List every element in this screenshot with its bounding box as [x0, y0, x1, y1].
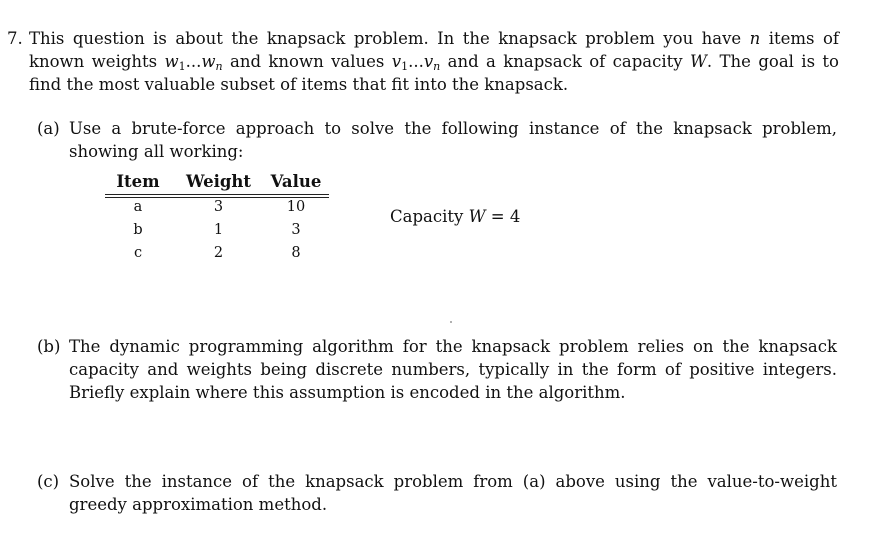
- table-cell: b: [133, 222, 143, 238]
- part-b-text: The dynamic programming algorithm for the knapsack problem relies on the knapsack capacity and weights being discrete numbers, typically in the form of positive integers. Briefly explain where this assumption is encoded in the algorithm.: [69, 337, 837, 402]
- table-rule-top: [105, 194, 329, 195]
- part-b-label: (b): [37, 337, 61, 356]
- table-cell: 3: [213, 199, 224, 215]
- part-a-label: (a): [37, 119, 60, 138]
- table-cell: 8: [291, 245, 301, 261]
- table-cell: 3: [291, 222, 301, 238]
- part-a-text: Use a brute-force approach to solve the following instance of the knapsack problem, showing all working:: [69, 119, 837, 161]
- table-cell: c: [133, 245, 143, 261]
- part-c-label: (c): [37, 472, 60, 491]
- table-cell: 2: [213, 245, 224, 261]
- table-header-item: Item: [116, 172, 160, 191]
- table-header-value: Value: [270, 172, 322, 191]
- part-c-text: Solve the instance of the knapsack problem from (a) above using the value-to-weight greedy approximation method.: [69, 472, 837, 514]
- table-cell: a: [133, 199, 143, 215]
- stray-dot: [450, 321, 452, 323]
- capacity-label: Capacity W = 4: [390, 207, 521, 226]
- table-cell: 1: [213, 222, 224, 238]
- question-intro: This question is about the knapsack problem. In the knapsack problem you have n items of known weights $w_1...w_n$ and known values $v_1...v_n$ and a knapsack of capacity W. The goal is to find the most valuable subset of items that fit into the knapsack.: [29, 29, 839, 94]
- table-cell: 10: [286, 199, 306, 215]
- question-number: 7.: [7, 29, 23, 48]
- table-header-weight: Weight: [185, 172, 252, 191]
